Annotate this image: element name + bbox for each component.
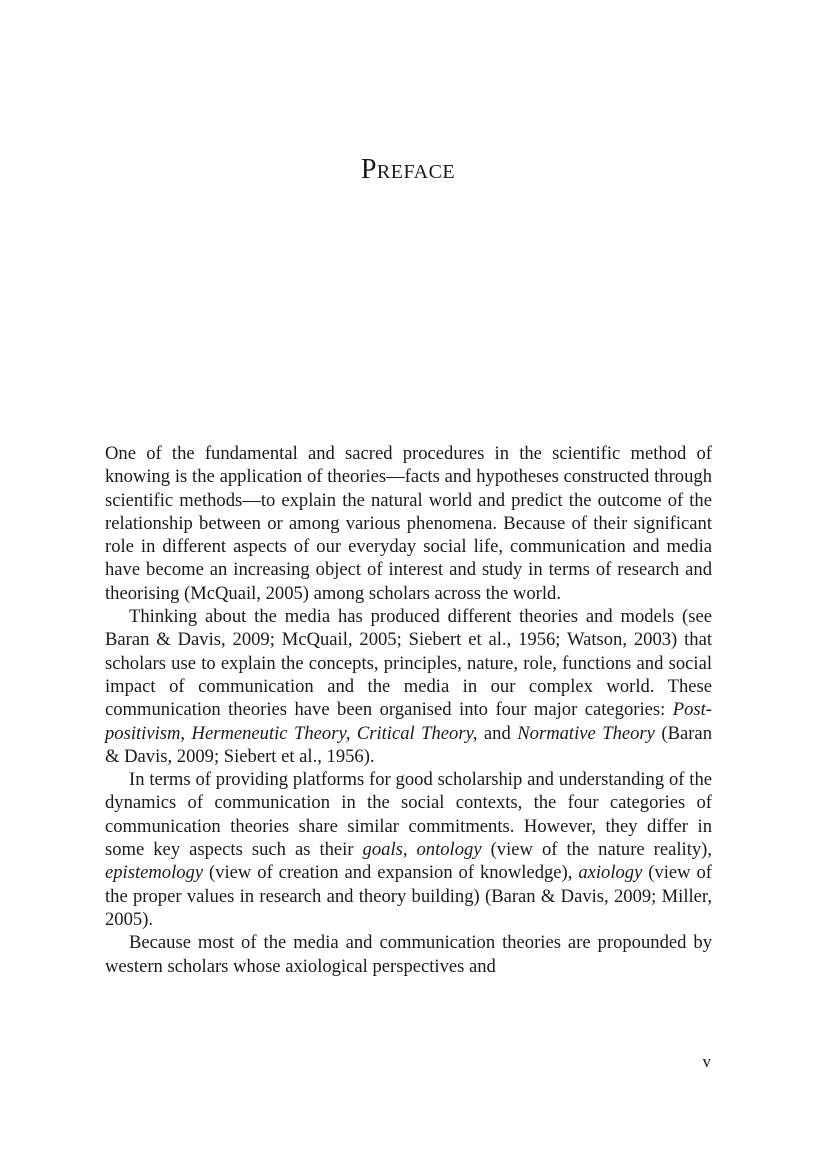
paragraph-4: Because most of the media and communication theories are propounded by western scholars whose axiological perspectives and — [105, 932, 712, 977]
paragraph-3-text-1: In terms of providing platforms for good scholarship and understanding of the dynamics of communication in the social contexts, the four categories of communication theories share similar commitments. However, they differ in some key aspects such as their — [105, 769, 712, 861]
page-title: Preface — [360, 154, 456, 185]
paragraph-1: One of the fundamental and sacred procedures in the scientific method of knowing is the application of theories—facts and hypotheses constructed through scientific methods—to explain the natural world and predict the outcome of the relationship between or among various phenomena. Because of their significant role in different aspects of our everyday social life, communication and media have become an increasing object of interest and study in terms of research and theorising (McQuail, 2005) among scholars across the world. — [105, 443, 712, 604]
body-text — [105, 442, 712, 978]
paragraph-3-text-2: (view of the nature reality), — [481, 839, 712, 861]
paragraph-3 — [105, 768, 712, 931]
paragraph-3-italic-2: epistemology — [105, 862, 204, 884]
paragraph-2-italic-2: Normative Theory — [517, 722, 655, 744]
paragraph-3-text-3: (view of creation and expansion of knowledge), — [203, 862, 579, 884]
paragraph-2-text-2: and — [477, 722, 518, 744]
paragraph-2-text-3: (Baran & Davis, 2009; Siebert et al., 1956). — [105, 722, 712, 767]
paragraph-3-italic-3: axiology — [578, 862, 643, 884]
paragraph-3-text-4: (view of the proper values in research and theory building) (Baran & Davis, 2009; Miller, 2005). — [105, 862, 713, 930]
paragraph-2 — [105, 605, 712, 768]
paragraph-3-italic-1: goals, ontology — [362, 839, 482, 861]
page-number: v — [702, 1052, 711, 1071]
paragraph-2-italic-1: Post-positivism, Hermeneutic Theory, Critical Theory, — [105, 699, 712, 744]
paragraph-2-text-1: Thinking about the media has produced different theories and models (see Baran & Davis, 2009; McQuail, 2005; Siebert et al., 1956; Watson, 2003) that scholars use to explain the concepts, principles, nature, role, functions and social impact of communication and the media in our complex world. These communication theories have been organised into four major categories: — [105, 606, 712, 721]
